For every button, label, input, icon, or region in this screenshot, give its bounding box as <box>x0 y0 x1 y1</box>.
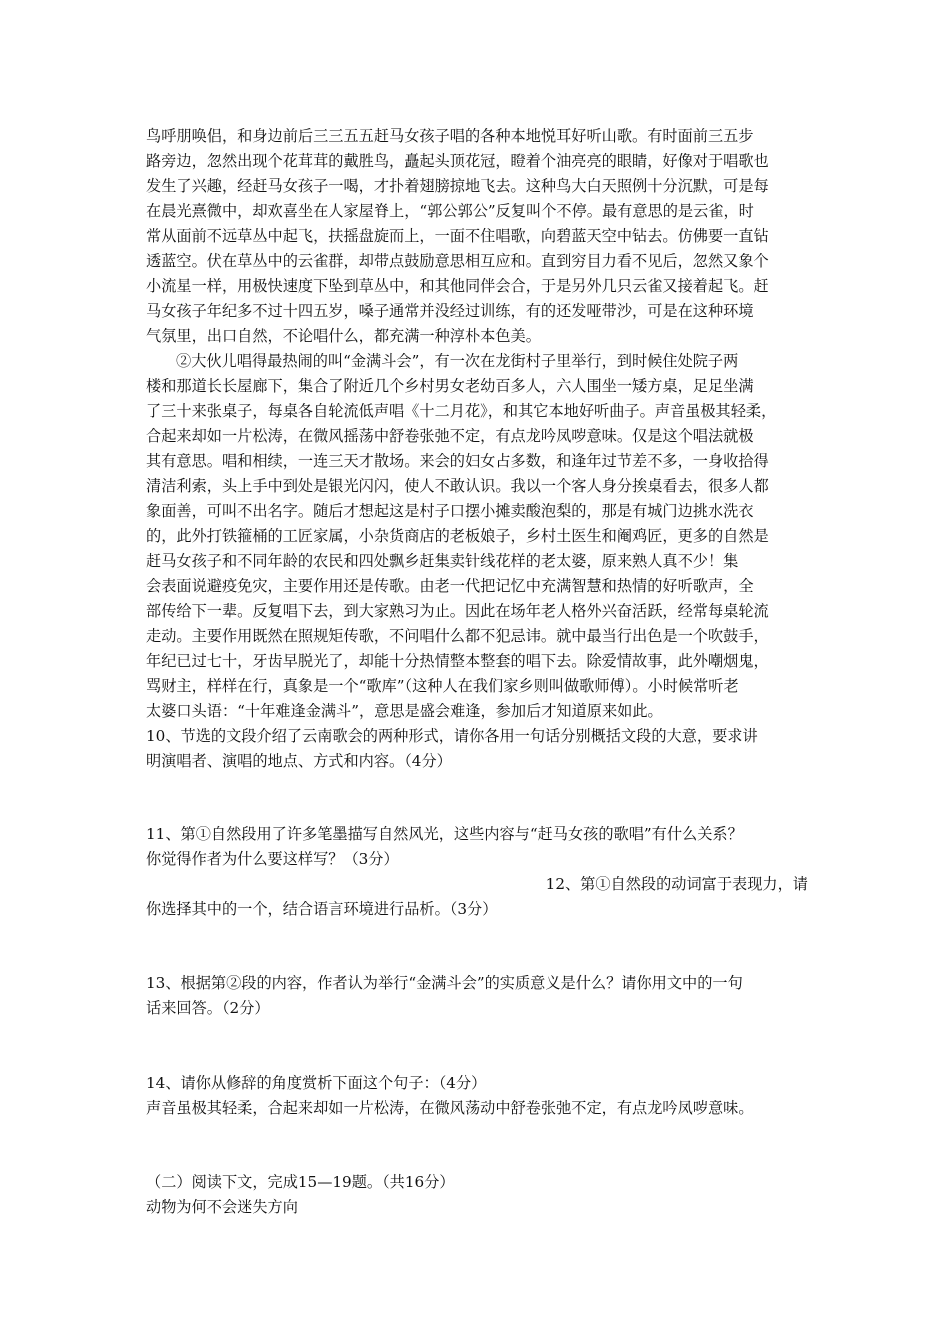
text-line: 年纪已过七十，牙齿早脱光了，却能十分热情整本整套的唱下去。除爱情故事，此外嘲烟鬼， <box>146 652 769 670</box>
text-line: 鸟呼朋唤侣，和身边前后三三五五赶马女孩子唱的各种本地悦耳好听山歌。有时面前三五步 <box>146 127 754 145</box>
question-text: 14、请你从修辞的角度赏析下面这个句子：（4分） <box>146 1074 487 1092</box>
section-heading: （二）阅读下文，完成15—19题。（共16分） <box>146 1173 455 1191</box>
text-line: 马女孩子年纪多不过十四五岁，嗓子通常并没经过训练，有的还发哑带沙，可是在这种环境 <box>146 302 754 320</box>
text-line: 其有意思。唱和相续，一连三天才散场。来会的妇女占多数，和逢年过节差不多，一身收拾得 <box>146 452 769 470</box>
question-11 <box>146 822 808 872</box>
text-line: 透蓝空。伏在草丛中的云雀群，却带点鼓励意思相互应和。直到穷目力看不见后，忽然又象个 <box>146 252 769 270</box>
question-13 <box>146 971 808 1021</box>
text-line: 路旁边，忽然出现个花茸茸的戴胜鸟，矗起头顶花冠，瞪着个油亮亮的眼睛，好像对于唱歌也 <box>146 152 769 170</box>
question-text: 12、第①自然段的动词富于表现力，请 <box>545 875 808 893</box>
text-line: ②大伙儿唱得最热闹的叫“金满斗会”，有一次在龙街村子里举行，到时候住处院子两 <box>176 352 739 370</box>
question-text: 明演唱者、演唱的地点、方式和内容。（4分） <box>146 752 452 770</box>
text-line: 部传给下一辈。反复唱下去，到大家熟习为止。因此在场年老人格外兴奋活跃，经常每桌轮流 <box>146 602 769 620</box>
text-line: 气氛里，出口自然，不论唱什么，都充满一种淳朴本色美。 <box>146 327 541 345</box>
text-line: 在晨光熹微中，却欢喜坐在人家屋脊上，“郭公郭公”反复叫个不停。最有意思的是云雀，时 <box>146 202 754 220</box>
text-line: 赶马女孩子和不同年龄的农民和四处飘乡赶集卖针线花样的老太婆，原来熟人真不少！集 <box>146 552 739 570</box>
text-line: 骂财主，样样在行，真象是一个“歌库”（这种人在我们家乡则叫做歌师傅）。小时候常听老 <box>146 677 739 695</box>
passage-paragraph-1 <box>146 124 808 349</box>
article-title: 动物为何不会迷失方向 <box>146 1198 298 1216</box>
question-text: 话来回答。（2分） <box>146 999 270 1017</box>
question-text: 你选择其中的一个，结合语言环境进行品析。（3分） <box>146 900 498 918</box>
question-text: 11、第①自然段用了许多笔墨描写自然风光，这些内容与“赶马女孩的歌唱”有什么关系？ <box>146 825 743 843</box>
text-line: 了三十来张桌子，每桌各自轮流低声唱《十二月花》，和其它本地好听曲子。声音虽极其轻柔， <box>146 402 777 420</box>
text-line: 会表面说避疫免灾，主要作用还是传歌。由老一代把记忆中充满智慧和热情的好听歌声，全 <box>146 577 754 595</box>
question-text: 10、节选的文段介绍了云南歌会的两种形式，请你各用一句话分别概括文段的大意，要求讲 <box>146 727 758 745</box>
text-line: 楼和那道长长屋廊下，集合了附近几个乡村男女老幼百多人，六人围坐一矮方桌，足足坐满 <box>146 377 754 395</box>
text-line: 清洁利索，头上手中到处是银光闪闪，使人不敢认识。我以一个客人身分挨桌看去，很多人都 <box>146 477 769 495</box>
text-line: 常从面前不远草丛中起飞，扶摇盘旋而上，一面不住唱歌，向碧蓝天空中钻去。仿佛要一直钻 <box>146 227 769 245</box>
text-line: 象面善，可叫不出名字。随后才想起这是村子口摆小摊卖酸泡梨的，那是有城门边挑水洗衣 <box>146 502 754 520</box>
question-text: 你觉得作者为什么要这样写？（3分） <box>146 850 399 868</box>
question-text: 13、根据第②段的内容，作者认为举行“金满斗会”的实质意义是什么？请你用文中的一句 <box>146 974 743 992</box>
quoted-sentence: 声音虽极其轻柔，合起来却如一片松涛，在微风荡动中舒卷张弛不定，有点龙吟凤哕意味。 <box>146 1099 754 1117</box>
text-line: 的，此外打铁箍桶的工匠家属，小杂货商店的老板娘子，乡村土医生和阉鸡匠，更多的自然是 <box>146 527 769 545</box>
text-line: 走动。主要作用既然在照规矩传歌，不问唱什么都不犯忌讳。就中最当行出色是一个吹鼓手， <box>146 627 769 645</box>
passage-paragraph-2 <box>146 349 808 724</box>
question-14 <box>146 1071 808 1121</box>
question-12 <box>146 872 808 922</box>
text-line: 合起来却如一片松涛，在微风摇荡中舒卷张弛不定，有点龙吟凤哕意味。仅是这个唱法就极 <box>146 427 754 445</box>
text-line: 太婆口头语：“十年难逢金满斗”，意思是盛会难逢，参加后才知道原来如此。 <box>146 702 663 720</box>
text-line: 小流星一样，用极快速度下坠到草丛中，和其他同伴会合，于是另外几只云雀又接着起飞。赶 <box>146 277 769 295</box>
section-2 <box>146 1170 808 1220</box>
question-10 <box>146 724 808 774</box>
text-line: 发生了兴趣，经赶马女孩子一喝，才扑着翅膀掠地飞去。这种鸟大白天照例十分沉默，可是每 <box>146 177 769 195</box>
